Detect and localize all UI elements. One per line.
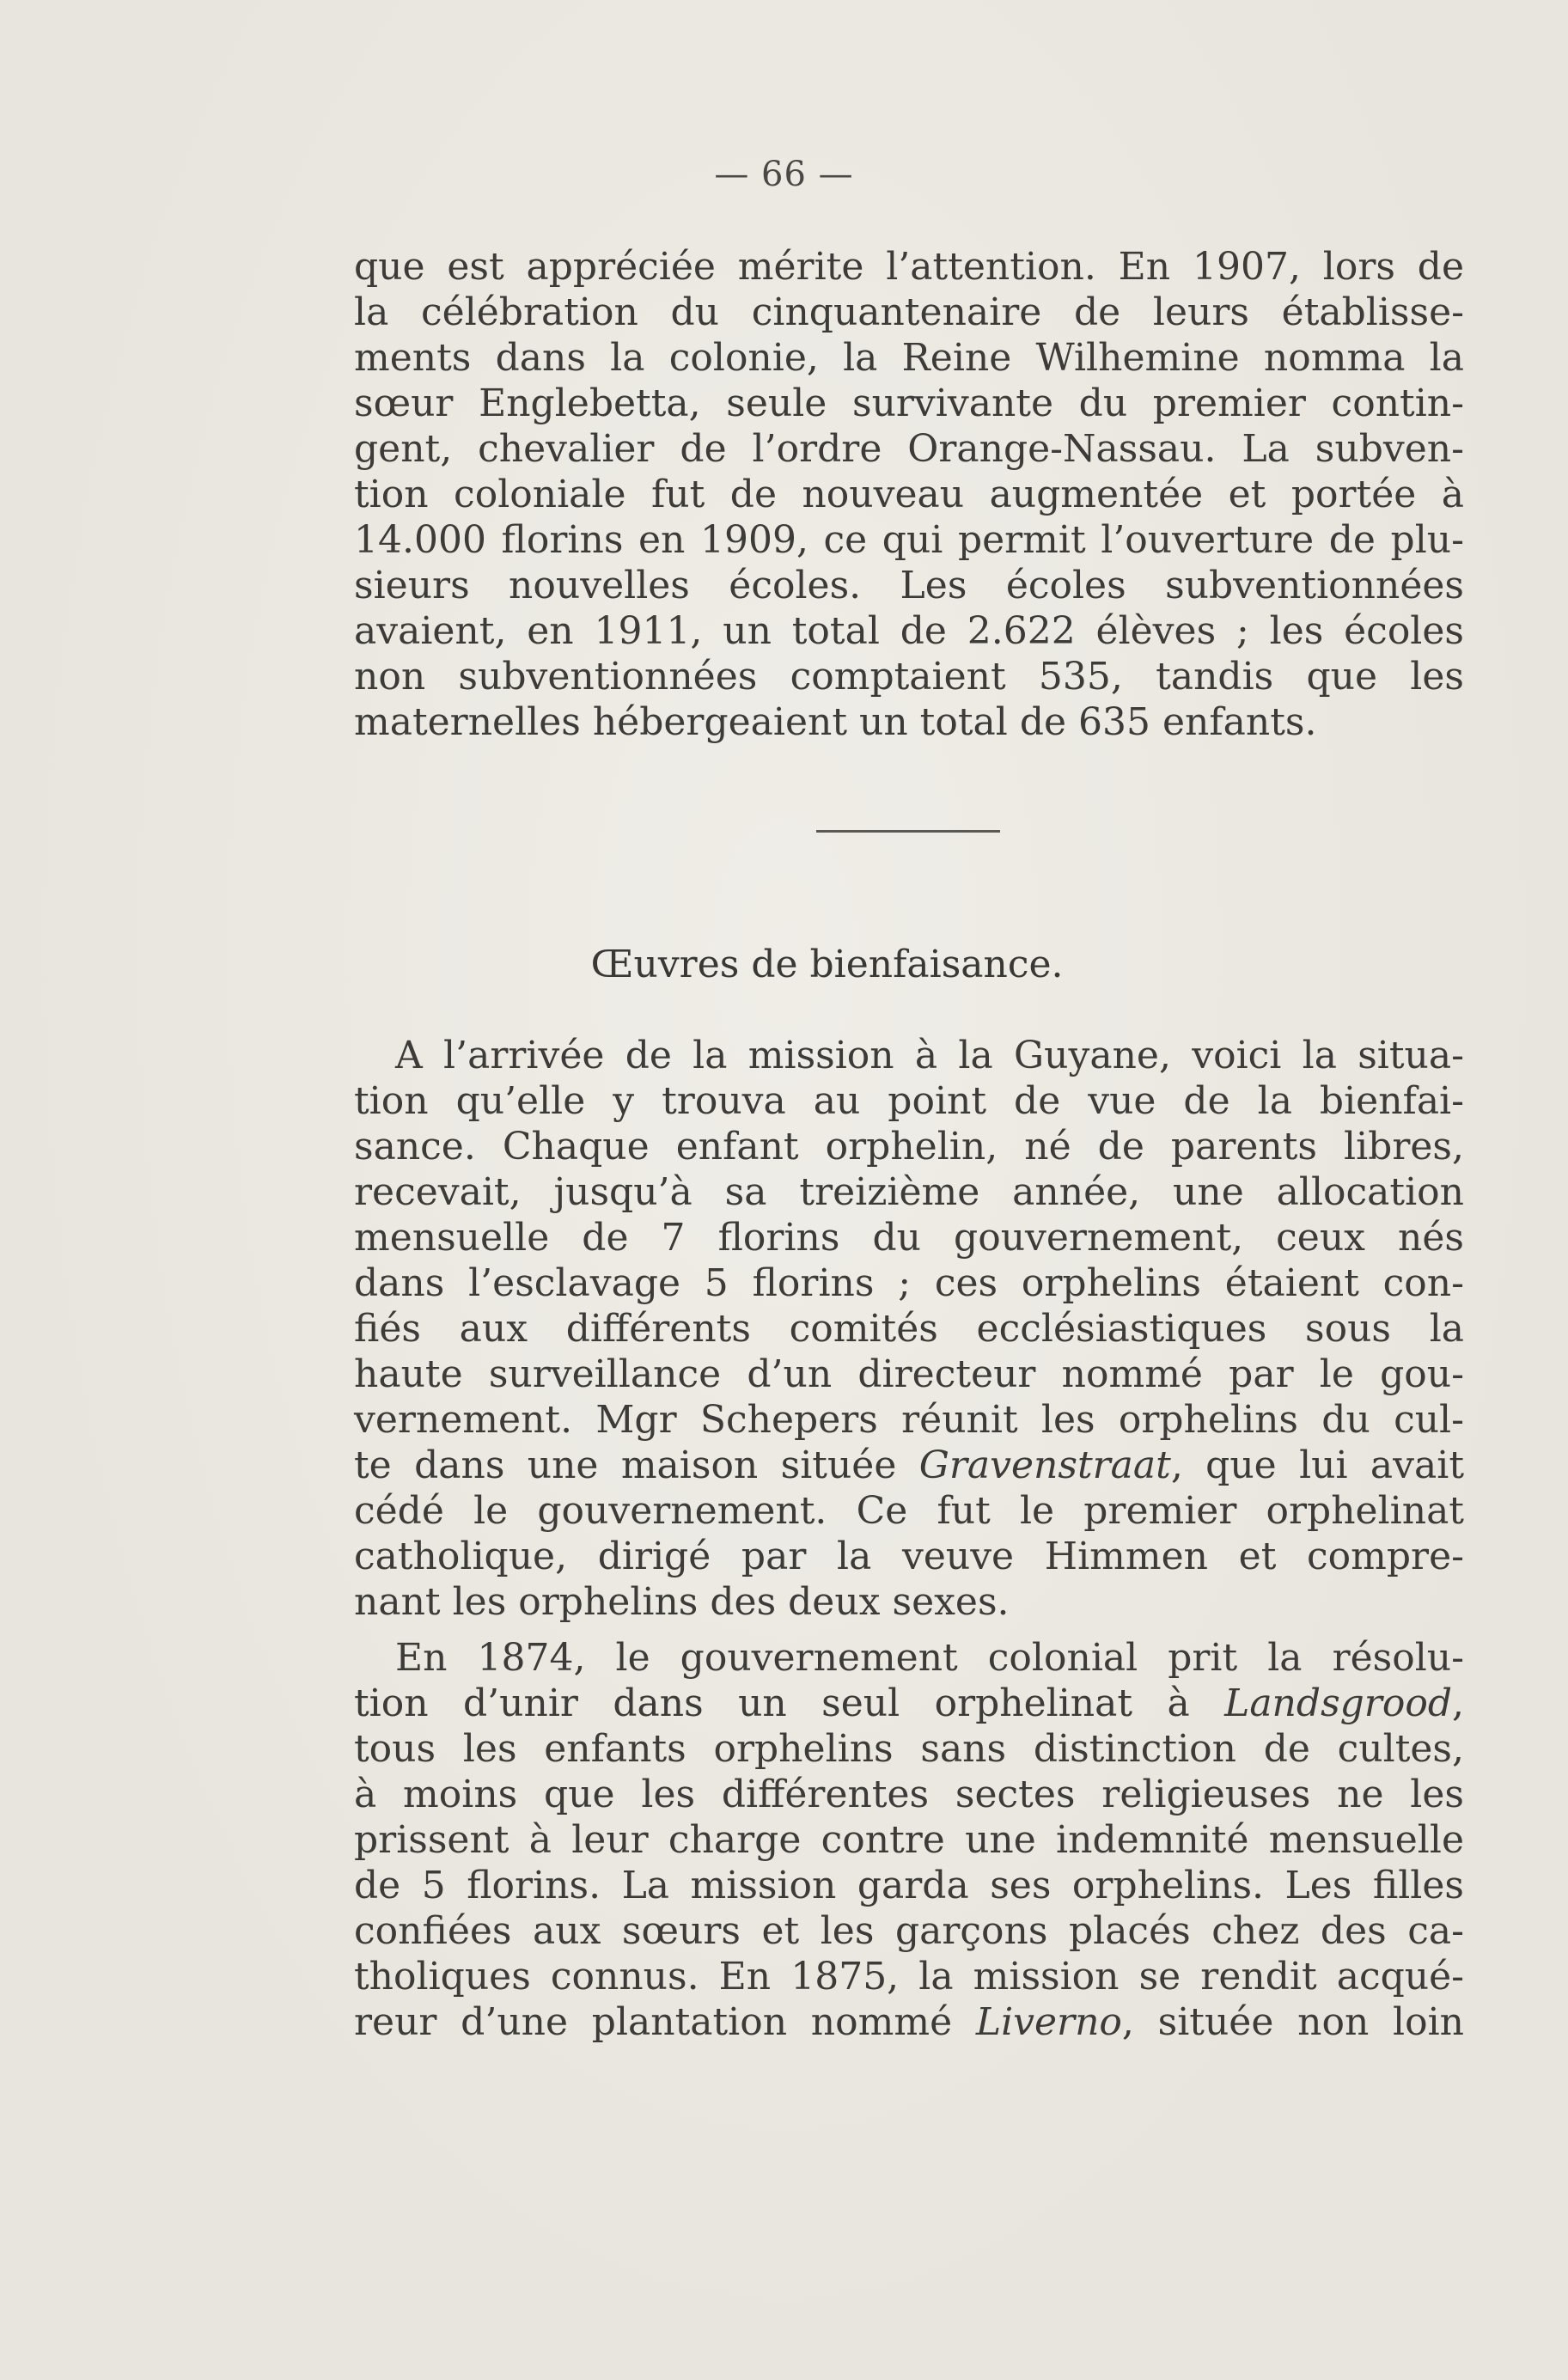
paragraph-3	[354, 1635, 1464, 2045]
text-line: haute surveillance d’un directeur nommé par le gou-	[354, 1352, 1464, 1396]
paragraph-1	[354, 244, 1464, 745]
paragraph-2	[354, 1033, 1464, 1625]
text-line: prissent à leur charge contre une indemnité mensuelle	[354, 1818, 1464, 1862]
text-line: la célébration du cinquantenaire de leurs établisse-	[354, 290, 1464, 334]
text-line: nant les orphelins des deux sexes.	[354, 1580, 1010, 1624]
text-run: ,	[1452, 1681, 1464, 1725]
text-line: confiées aux sœurs et les garçons placés chez des ca-	[354, 1909, 1464, 1953]
text-line: maternelles hébergeaient un total de 635 enfants.	[354, 700, 1317, 744]
text-line: tous les enfants orphelins sans distinction de cultes,	[354, 1727, 1464, 1771]
text-line: En 1874, le gouvernement colonial prit la résolu-	[395, 1636, 1464, 1680]
text-line: tholiques connus. En 1875, la mission se rendit acqué-	[354, 1955, 1464, 1999]
text-line: de 5 florins. La mission garda ses orphelins. Les filles	[354, 1864, 1464, 1907]
text-line: sieurs nouvelles écoles. Les écoles subventionnées	[354, 564, 1464, 607]
text-line: ments dans la colonie, la Reine Wilhemine nomma la	[354, 336, 1464, 380]
italic-place-name: Gravenstraat	[918, 1443, 1171, 1487]
text-line: vernement. Mgr Schepers réunit les orphelins du cul-	[354, 1398, 1464, 1442]
text-line: que est appréciée mérite l’attention. En 1907, lors de	[354, 245, 1464, 289]
page-number: — 66 —	[714, 155, 854, 194]
section-separator	[816, 830, 1000, 833]
text-line: tion coloniale fut de nouveau augmentée et portée à	[354, 473, 1464, 516]
text-line: dans l’esclavage 5 florins ; ces orphelins étaient con-	[354, 1261, 1464, 1305]
text-run: , que lui avait	[1170, 1443, 1464, 1487]
text-line	[354, 1681, 1464, 1726]
text-line: tion qu’elle y trouva au point de vue de la bienfai-	[354, 1079, 1464, 1123]
text-run: tion d’unir dans un seul orphelinat à	[354, 1681, 1225, 1725]
text-line: fiés aux différents comités ecclésiastiques sous la	[354, 1307, 1464, 1351]
section-title: Œuvres de bienfaisance.	[590, 943, 1064, 986]
text-line: 14.000 florins en 1909, ce qui permit l’ouverture de plu-	[354, 518, 1464, 562]
text-line: recevait, jusqu’à sa treizième année, une allocation	[354, 1170, 1464, 1214]
text-line: cédé le gouvernement. Ce fut le premier orphelinat	[354, 1489, 1464, 1533]
italic-place-name: Liverno	[975, 2000, 1122, 2044]
text-line: à moins que les différentes sectes religieuses ne les	[354, 1773, 1464, 1816]
text-line	[354, 1999, 1464, 2045]
italic-place-name: Landsgrood	[1224, 1681, 1452, 1725]
text-line: sœur Englebetta, seule survivante du premier contin-	[354, 381, 1464, 425]
text-line: A l’arrivée de la mission à la Guyane, voici la situa-	[395, 1034, 1464, 1077]
text-line: avaient, en 1911, un total de 2.622 élèves ; les écoles	[354, 609, 1464, 653]
text-run: reur d’une plantation nommé	[354, 2000, 976, 2044]
text-line: sance. Chaque enfant orphelin, né de parents libres,	[354, 1125, 1464, 1169]
text-run: te dans une maison située	[354, 1443, 919, 1487]
text-line: catholique, dirigé par la veuve Himmen et compre-	[354, 1535, 1464, 1578]
text-line: mensuelle de 7 florins du gouvernement, ceux nés	[354, 1216, 1464, 1260]
text-line: non subventionnées comptaient 535, tandis que les	[354, 655, 1464, 699]
text-line: gent, chevalier de l’ordre Orange-Nassau. La subven-	[354, 427, 1464, 471]
text-run: , située non loin	[1121, 2000, 1464, 2044]
text-line	[354, 1443, 1464, 1488]
